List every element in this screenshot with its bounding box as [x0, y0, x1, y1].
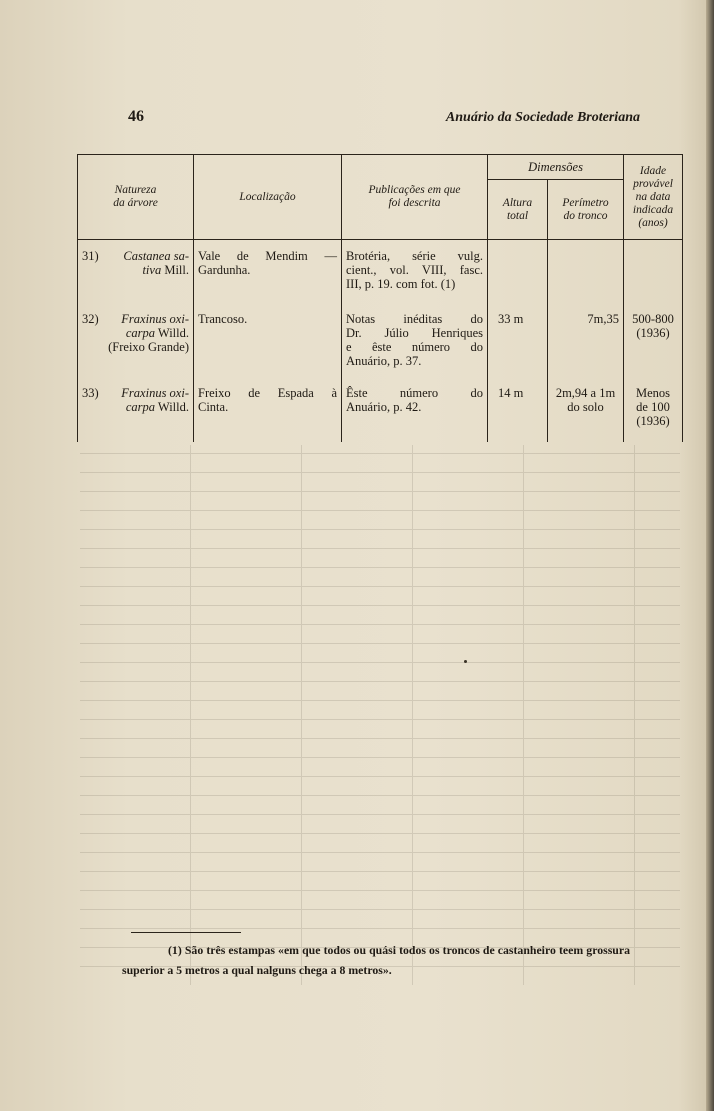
- row-number: 33): [82, 385, 99, 400]
- header-localizacao: Localização: [194, 155, 342, 240]
- footnote-marker: (1): [168, 943, 182, 957]
- cell-publicacoes: Brotéria, série vulg. cient., vol. VIII, fasc. III, p. 19. com fot. (1): [342, 240, 488, 312]
- cell-altura: 14 m: [488, 386, 548, 443]
- header-dimensoes: Dimensões: [488, 155, 624, 180]
- journal-title: Anuário da Sociedade Broteriana: [445, 110, 640, 125]
- header-publicacoes: Publicações em que foi descrita: [342, 155, 488, 240]
- cell-idade: 500-800 (1936): [624, 312, 683, 386]
- cell-perimetro: [548, 240, 624, 312]
- trees-table: [77, 154, 683, 442]
- cell-idade: Menos de 100 (1936): [624, 386, 683, 443]
- header-perimetro: Perímetro do tronco: [548, 180, 624, 240]
- table-row: [78, 386, 683, 443]
- header-idade: Idade provável na data indicada (anos): [624, 155, 683, 240]
- cell-localizacao: Freixo de Espada à Cinta.: [194, 386, 342, 443]
- cell-publicacoes: Notas inéditas do Dr. Júlio Henriques e êste número do Anuário, p. 37.: [342, 312, 488, 386]
- header-altura: Altura total: [488, 180, 548, 240]
- cell-idade: [624, 240, 683, 312]
- cell-perimetro: 7m,35: [548, 312, 624, 386]
- cell-localizacao: Trancoso.: [194, 312, 342, 386]
- cell-altura: 33 m: [488, 312, 548, 386]
- footnote-separator: [131, 932, 241, 933]
- cell-localizacao: Vale de Mendim — Gardunha.: [194, 240, 342, 312]
- row-number: 31): [82, 249, 99, 263]
- running-head: [128, 108, 640, 126]
- page-number: 46: [128, 108, 144, 125]
- cell-natureza: 32) Fraxinus oxi- carpa Willd. (Freixo Grande): [78, 312, 194, 386]
- table-row: [78, 312, 683, 386]
- cell-perimetro: 2m,94 a 1m do solo: [548, 386, 624, 443]
- ink-speck: [464, 660, 467, 663]
- page-binding-edge: [706, 0, 714, 1111]
- cell-natureza: 31) Castanea sa- tiva Mill.: [78, 240, 194, 312]
- footnote: [122, 940, 630, 980]
- cell-publicacoes: Êste número do Anuário, p. 42.: [342, 386, 488, 443]
- cell-natureza: 33) Fraxinus oxi- carpa Willd.: [78, 386, 194, 443]
- cell-altura: [488, 240, 548, 312]
- show-through-from-reverse-page: [80, 445, 680, 985]
- footnote-text: São três estampas «em que todos ou quási todos os troncos de castanheiro teem grossura superior a 5 metros a qual nalguns chega a 8 metros».: [122, 943, 631, 977]
- table-row: [78, 240, 683, 312]
- row-number: 32): [82, 311, 99, 326]
- header-natureza: Natureza da árvore: [78, 155, 194, 240]
